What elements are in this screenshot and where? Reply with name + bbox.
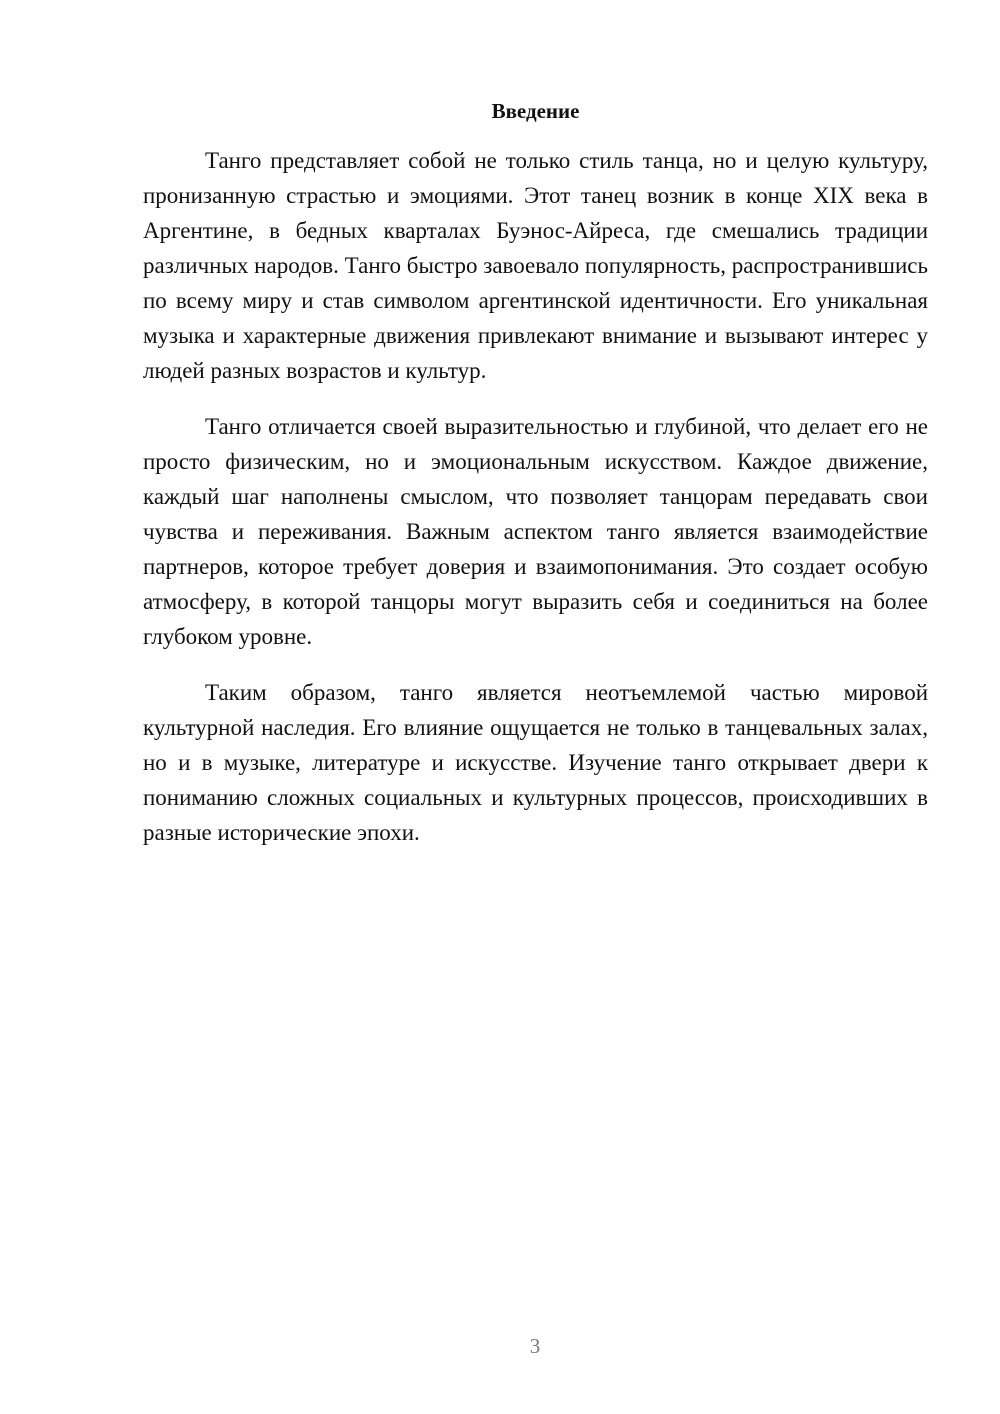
body-text [143, 143, 928, 850]
paragraph-3: Таким образом, танго является неотъемлемой частью мировой культурной наследия. Его влияние ощущается не только в танцевальных залах, но и в музыке, литературе и искусстве. Изучение танго открывает двери к пониманию сложных социальных и культурных процессов, происходивших в разные исторические эпохи. [143, 680, 928, 845]
section-heading: Введение [491, 99, 580, 123]
page-number: 3 [529, 1334, 541, 1358]
paragraph-1: Танго представляет собой не только стиль танца, но и целую культуру, пронизанную страстью и эмоциями. Этот танец возник в конце XIX века в Аргентине, в бедных кварталах Буэнос-Айреса, где смешались традиции различных народов. Танго быстро завоевало популярность, распространившись по всему миру и став символом аргентинской идентичности. Его уникальная музыка и характерные движения привлекают внимание и вызывают интерес у людей разных возрастов и культур. [143, 148, 928, 383]
paragraph-2: Танго отличается своей выразительностью и глубиной, что делает его не просто физическим, но и эмоциональным искусством. Каждое движение, каждый шаг наполнены смыслом, что позволяет танцорам передавать свои чувства и переживания. Важным аспектом танго является взаимодействие партнеров, которое требует доверия и взаимопонимания. Это создает особую атмосферу, в которой танцоры могут выразить себя и соединиться на более глубоком уровне. [143, 414, 928, 649]
